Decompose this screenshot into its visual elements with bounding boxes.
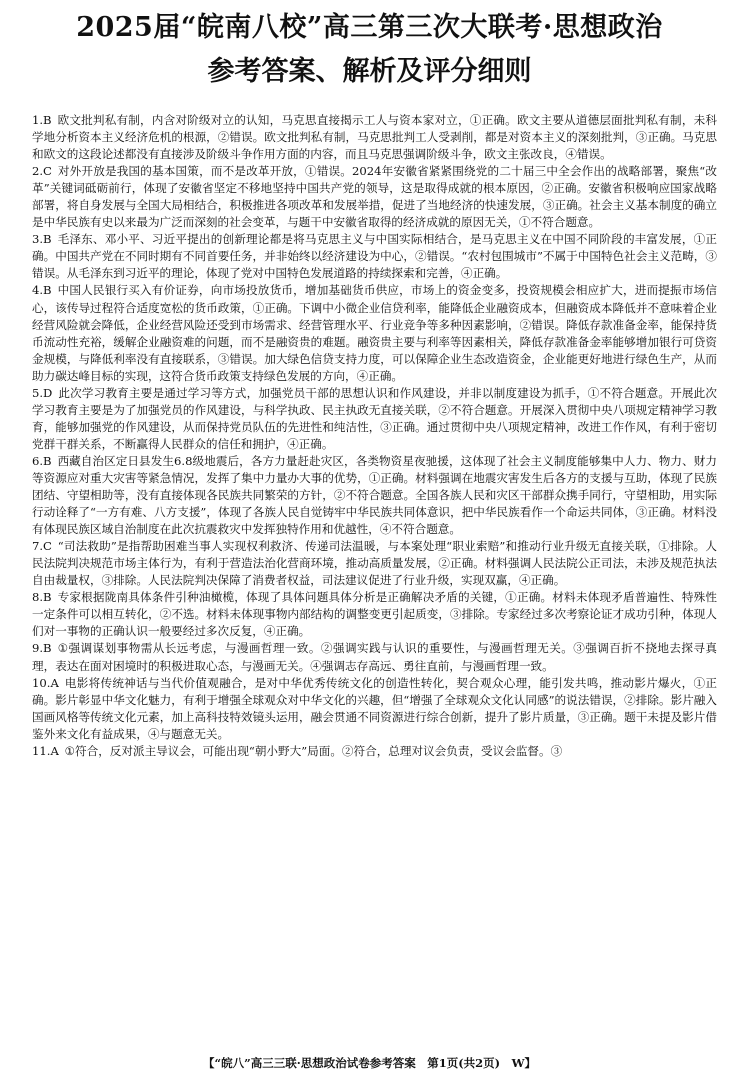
answer-item-10 <box>32 675 717 743</box>
answer-item-1 <box>32 112 717 163</box>
answer-explanation: 此次学习教育主要是通过学习等方式，加强党员干部的思想认识和作风建设，并非以制度建设为抓手，①不符合题意。开展此次学习教育主要是为了加强党员的作风建设，与科学执政、民主执政无直接关联，②不符合题意。开展深入贯彻中央八项规定精神学习教育，能够加强党的作风建设，从而保持党员队伍的先进性和纯洁性，③正确。通过贯彻中央八项规定精神，改进工作作风，有利于密切党群干群关系，不断赢得人民群众的信任和拥护，④正确。 <box>32 385 717 451</box>
answer-explanation: ①符合，反对派主导议会，可能出现“朝小野大”局面。②符合，总理对议会负责，受议会监督。③ <box>64 743 563 758</box>
answer-number: 7.C <box>32 539 52 554</box>
answer-item-9 <box>32 640 717 674</box>
page-footer: 【“皖八”高三三联·思想政治试卷参考答案 第1页(共2页) W】 <box>202 1056 537 1070</box>
answer-item-5 <box>32 385 717 453</box>
answer-item-4 <box>32 282 717 384</box>
answer-number: 8.B <box>32 590 52 605</box>
answer-number: 5.D <box>32 385 53 400</box>
answer-explanation: 毛泽东、邓小平、习近平提出的创新理论都是将马克思主义与中国实际相结合，是马克思主义在中国不同阶段的丰富发展，①正确。中国共产党在不同时期有不同首要任务，并非始终以经济建设为中心，②错误。“农村包围城市”不属于中国特色社会主义范畴，③错误。从毛泽东到习近平的理论，体现了党对中国特色发展道路的持续探索和完善，④正确。 <box>32 232 717 281</box>
answer-item-6 <box>32 453 717 538</box>
answer-number: 10.A <box>32 675 59 690</box>
answer-item-2 <box>32 163 717 231</box>
answer-explanation: 对外开放是我国的基本国策，而不是改革开放，①错误。2024年安徽省紧紧围绕党的二十届三中全会作出的战略部署，聚焦“改革”关键词砥砺前行，体现了安徽省坚定不移地坚持中国共产党的领导，这是取得成就的根本原因，②正确。安徽省积极响应国家战略部署，将自身发展与全国大局相结合，积极推进各项改革和发展举措，促进了当地经济的快速发展，③正确。社会主义基本制度的确立是中华民族有史以来最为广泛而深刻的社会变革，与题干中安徽省取得的经济成就的原因无关，①不符合题意。 <box>32 164 717 230</box>
answer-explanation: 电影将传统神话与当代价值观融合，是对中华优秀传统文化的创造性转化，契合观众心理，能引发共鸣，推动影片爆火，①正确。影片彰显中华文化魅力，有利于增强全球观众对中华文化的兴趣，但“增强了全球观众文化认同感”的说法错误，②排除。影片融入国画风格等传统文化元素，加上高科技特效镜头运用，融会贯通不同资源进行综合创新，提升了影片质量，③正确。题干未提及影片借鉴外来文化有益成果，④与题意无关。 <box>32 675 717 741</box>
answer-item-11 <box>32 743 717 760</box>
answer-number: 4.B <box>32 283 52 298</box>
answer-item-7 <box>32 538 717 589</box>
answer-explanation: ①强调谋划事物需从长远考虑，与漫画哲理一致。②强调实践与认识的重要性，与漫画哲理无关。③强调百折不挠地去探寻真理，表达在面对困境时的积极进取心态，与漫画无关。④强调志存高远、勇往直前，与漫画哲理一致。 <box>32 641 717 673</box>
answer-item-3 <box>32 231 717 282</box>
answer-number: 11.A <box>32 743 59 758</box>
page-title: 2025届“皖南八校”高三第三次大联考·思想政治 <box>76 12 663 43</box>
answer-number: 6.B <box>32 453 52 468</box>
answer-number: 1.B <box>32 113 52 127</box>
answer-number: 3.B <box>32 232 52 247</box>
answer-explanation: 西藏自治区定日县发生6.8级地震后，各方力量赶赴灾区，各类物资星夜驰援，这体现了社会主义制度能够集中人力、物力、财力等资源应对重大灾害等紧急情况，发挥了集中力量办大事的优势，①正确。材料强调在地震灾害发生后各方的支援与互助，体现了民族团结、守望相助等，没有直接体现各民族共同繁荣的方针，②不符合题意。全国各族人民和灾区干部群众携手同行，守望相助，用实际行动诠释了“一方有难、八方支援”，体现了各族人民自觉铸牢中华民族共同体意识，把中华民族看作一个命运共同体，③正确。材料没有体现民族区域自治制度在此次抗震救灾中发挥独特作用和优越性，④不符合题意。 <box>32 453 717 537</box>
answer-explanation: “司法救助”是指帮助困难当事人实现权利救济、传递司法温暖，与本案处理“职业索赔”和推动行业升级无直接关联，①排除。人民法院判决规范市场主体行为，有利于营造法治化营商环境，推动高质量发展，②正确。材料强调人民法院公正司法，未涉及规范执法自由裁量权，③排除。人民法院判决保障了消费者权益，司法建议促进了行业升级，实现双赢，④正确。 <box>32 539 717 588</box>
answer-explanation: 专家根据陇南具体条件引种油橄榄，体现了具体问题具体分析是正确解决矛盾的关键，①正确。材料未体现矛盾普遍性、特殊性一定条件可以相互转化，②不选。材料未体现事物内部结构的调整变更引起质变，③排除。专家经过多次考察论证才成功引种，体现人们对一事物的正确认识一般要经过多次反复，④正确。 <box>32 590 717 639</box>
answer-explanation: 欧文批判私有制，内含对阶级对立的认知，马克思直接揭示工人与资本家对立，①正确。欧文主要从道德层面批判私有制，未科学地分析资本主义经济危机的根源，②错误。欧文批判私有制，马克思批判工人受剥削，都是对资本主义的深刻批判，③正确。马克思和欧文的这段论述都没有直接涉及阶级斗争作用方面的内容，而且马克思强调阶级斗争，欧文主张改良，④错误。 <box>32 113 717 162</box>
answer-number: 9.B <box>32 641 52 656</box>
answer-item-8 <box>32 589 717 640</box>
answer-list <box>32 112 717 760</box>
answer-number: 2.C <box>32 164 52 179</box>
page-subtitle: 参考答案、解析及评分细则 <box>207 56 532 87</box>
answer-explanation: 中国人民银行买入有价证券，向市场投放货币，增加基础货币供应，市场上的资金变多，投资规模会相应扩大，进而提振市场信心，该传导过程符合适度宽松的货币政策，①正确。下调中小微企业信贷利率，能降低企业融资成本，但融资成本降低并不意味着企业经营风险就会降低，企业经营风险还受到市场需求、经营管理水平、行业竞争等多种因素影响，②错误。降低存款准备金率，能保持货币流动性充裕，缓解企业融资难的问题，而不是融资贵的难题。融资贵主要与利率等因素相关，降低存款准备金率能够增加银行可贷资金规模，与降低利率没有直接联系，③错误。加大绿色信贷支持力度，可以保障企业生态改造资金，企业能更好地进行绿色生产，从而助力碳达峰目标的实现，这符合货币政策支持绿色发展的方向，④正确。 <box>32 283 717 383</box>
